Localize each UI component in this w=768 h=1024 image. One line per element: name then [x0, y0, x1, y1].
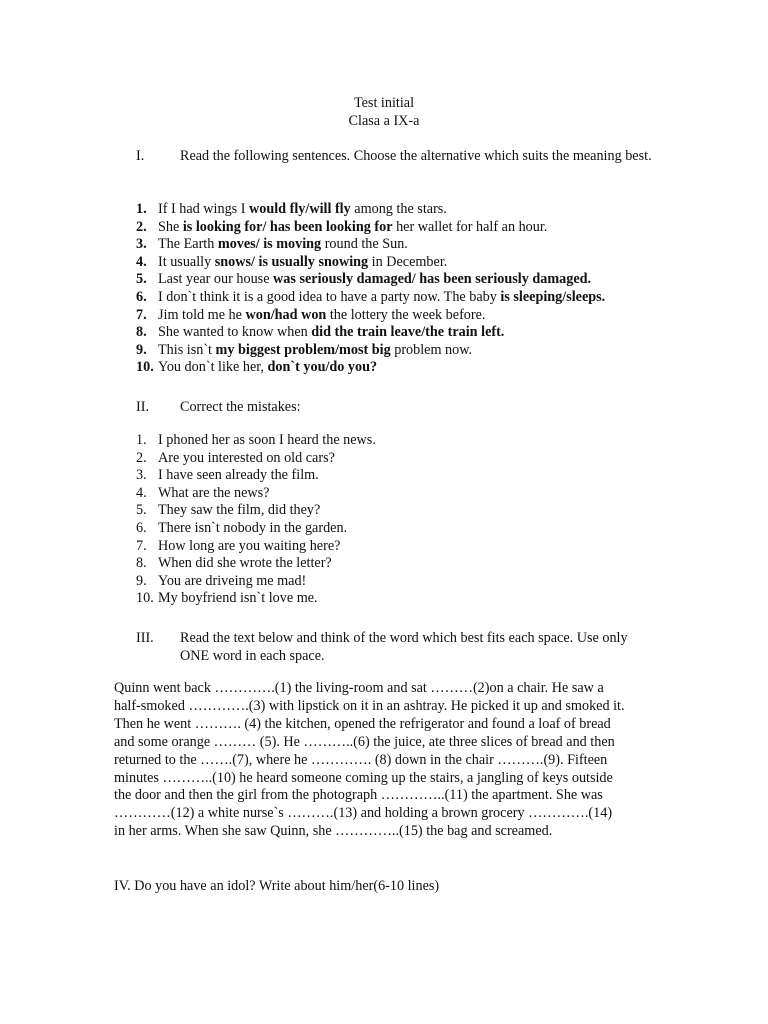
item-text: She wanted to know when [158, 324, 312, 341]
item-text-end: in December. [368, 253, 448, 270]
item-text: How long are you waiting here? [158, 537, 341, 554]
item-text: If I had wings I [158, 201, 250, 217]
item-number: 1. [136, 201, 147, 217]
paragraph-line: …………(12) a white nurse`s ……….(13) and holding a brown grocery ………….(14) [114, 805, 613, 822]
item-text: The Earth [158, 236, 218, 253]
item-options: moves/ is moving [217, 236, 322, 253]
item-text: I don`t think it is a good idea to have a party now. The baby [158, 289, 501, 305]
paragraph-line: in her arms. When she saw Quinn, she …………..(15) the bag and screamed. [114, 823, 553, 840]
item-number: 10. [136, 590, 154, 607]
test-title: Test initial [353, 95, 415, 111]
list-item [0, 520, 768, 538]
list-item [0, 307, 768, 325]
item-number: 5. [136, 502, 147, 519]
item-text-end: problem now. [390, 341, 473, 358]
item-number: 7. [136, 537, 147, 554]
item-text: Jim told me he [158, 306, 246, 323]
item-options: was seriously damaged/ has been seriously damaged. [273, 271, 592, 288]
list-item [0, 201, 768, 219]
item-number: 7. [136, 306, 147, 323]
item-text: When did she wrote the letter? [158, 555, 332, 572]
item-number: 8. [136, 324, 147, 341]
list-item [0, 219, 768, 237]
item-text: There isn`t nobody in the garden. [158, 520, 348, 536]
paragraph-line: half-smoked ………….(3) with lipstick on it in an ashtray. He picked it up and smoked it. [114, 697, 625, 714]
list-item [0, 538, 768, 556]
item-number: 5. [136, 271, 147, 288]
list-item [0, 289, 768, 307]
list-item [0, 467, 768, 485]
item-number: 2. [136, 449, 147, 466]
paragraph-line: Quinn went back ………….(1) the living-room and sat ………(2)on a chair. He saw a [114, 680, 604, 696]
item-number: 4. [136, 253, 147, 270]
item-number: 9. [136, 341, 147, 358]
item-number: 3. [136, 236, 147, 253]
item-number: 6. [136, 520, 147, 536]
section-3-instruction: Read the text below and think of the word which best fits each space. Use only ONE word in each space. [180, 630, 628, 664]
item-options: my biggest problem/most big [215, 341, 391, 358]
item-number: 4. [136, 484, 147, 501]
item-options: would fly/will fly [249, 201, 351, 217]
item-number: 6. [136, 289, 147, 305]
list-item [0, 342, 768, 360]
item-options: won/had won [245, 306, 327, 323]
item-text-end: her wallet for half an hour. [392, 218, 548, 235]
list-item [0, 324, 768, 342]
paragraph-line: returned to the …….(7), where he …………. (8) down in the chair ……….(9). Fifteen [114, 751, 608, 768]
list-item [0, 359, 768, 377]
section-3-number: III. [136, 630, 154, 646]
section-1-number: I. [136, 148, 145, 164]
list-item [0, 502, 768, 520]
item-number: 3. [136, 467, 147, 484]
list-item [0, 573, 768, 591]
list-item [0, 432, 768, 450]
paragraph-line: Then he went ………. (4) the kitchen, opened the refrigerator and found a loaf of bread [114, 715, 611, 732]
item-text: They saw the film, did they? [158, 502, 321, 519]
section-2-instruction: Correct the mistakes: [180, 399, 301, 415]
item-text: This isn`t [158, 341, 216, 358]
cloze-paragraph [114, 680, 654, 841]
list-item [0, 271, 768, 289]
item-text: Last year our house [158, 271, 274, 288]
list-item [0, 254, 768, 272]
class-subtitle: Clasa a IX-a [348, 113, 420, 129]
item-text: What are the news? [158, 484, 270, 501]
item-text-end: round the Sun. [321, 236, 408, 253]
item-text-end: among the stars. [350, 201, 447, 217]
item-text: It usually [158, 253, 215, 270]
item-number: 2. [136, 218, 147, 235]
item-number: 8. [136, 555, 147, 572]
item-options: snows/ is usually snowing [214, 253, 369, 270]
item-text: She [158, 218, 183, 235]
list-item [0, 450, 768, 468]
list-item [0, 236, 768, 254]
item-options: don`t you/do you? [267, 359, 378, 376]
section-4-prompt: IV. Do you have an idol? Write about him/her(6-10 lines) [114, 878, 440, 894]
item-text: I have seen already the film. [158, 467, 319, 484]
item-options: is looking for/ has been looking for [182, 218, 393, 235]
item-text: My boyfriend isn`t love me. [158, 590, 318, 607]
item-text: I phoned her as soon I heard the news. [158, 432, 376, 448]
section-2-number: II. [136, 399, 149, 415]
item-number: 9. [136, 572, 147, 589]
paragraph-line: and some orange ……… (5). He ………..(6) the juice, ate three slices of bread and then [114, 733, 615, 750]
paragraph-line: the door and then the girl from the photograph …………..(11) the apartment. She was [114, 787, 603, 804]
list-item [0, 555, 768, 573]
item-text: You don`t like her, [158, 359, 268, 376]
item-options: did the train leave/the train left. [311, 324, 505, 341]
item-text: Are you interested on old cars? [158, 449, 335, 466]
section-1-instruction: Read the following sentences. Choose the alternative which suits the meaning best. [180, 148, 652, 164]
item-text: You are driveing me mad! [158, 572, 307, 589]
item-number: 1. [136, 432, 147, 448]
list-item [0, 590, 768, 608]
item-options: is sleeping/sleeps. [500, 289, 606, 305]
item-number: 10. [136, 359, 154, 376]
paragraph-line: minutes ………..(10) he heard someone coming up the stairs, a jangling of keys outside [114, 769, 613, 786]
list-item [0, 485, 768, 503]
item-text-end: the lottery the week before. [326, 306, 486, 323]
